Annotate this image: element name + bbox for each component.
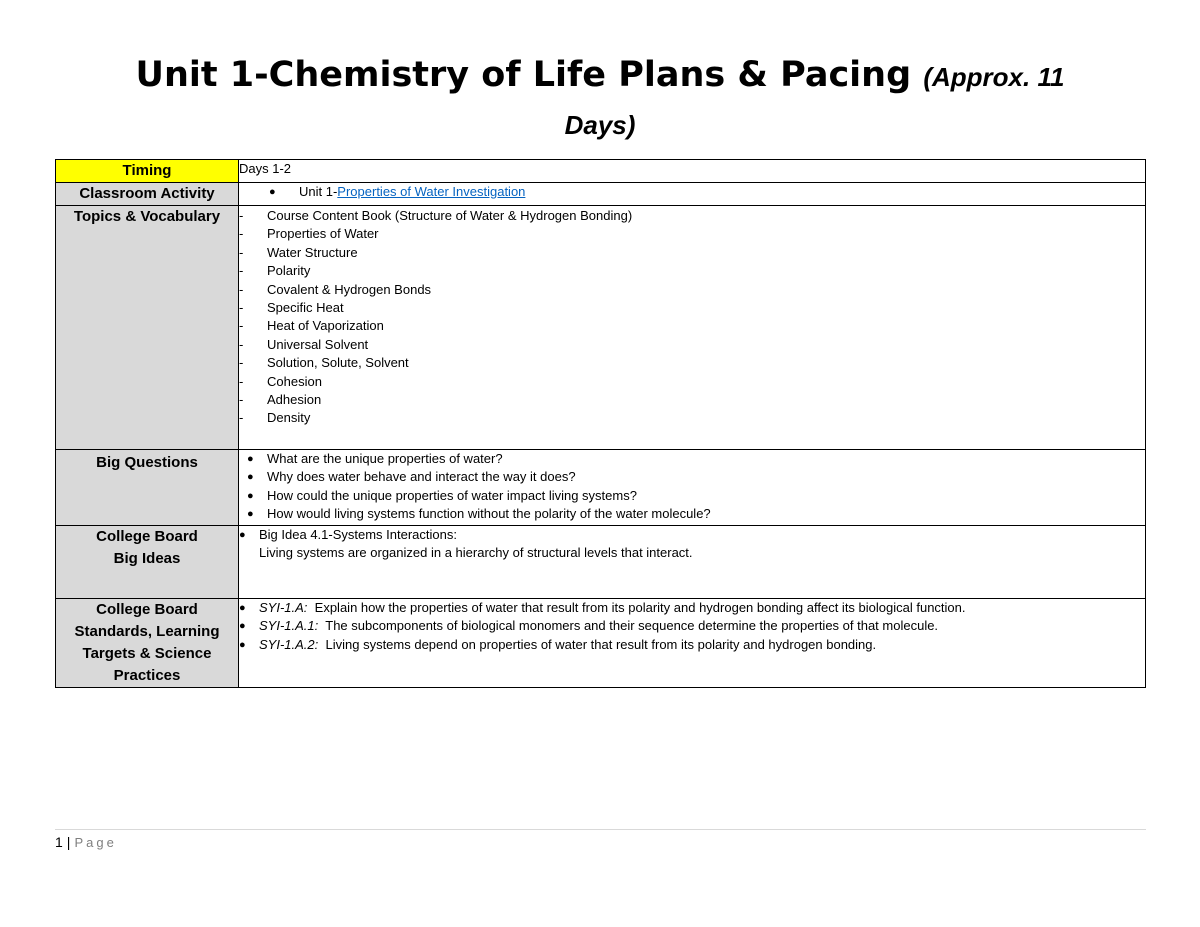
bullet-icon: ● xyxy=(239,529,246,541)
big-ideas-label: College Board Big Ideas xyxy=(56,526,239,599)
questions-list xyxy=(239,450,1146,526)
dash-icon: - xyxy=(239,208,244,223)
table-row-questions xyxy=(56,450,1146,526)
bullet-icon: ● xyxy=(239,620,246,633)
bullet-icon: ● xyxy=(269,186,276,198)
dash-icon: - xyxy=(239,226,244,242)
dash-icon: - xyxy=(239,336,244,352)
page-title xyxy=(55,50,1145,142)
dash-icon: - xyxy=(239,373,244,389)
big-idea-text: Living systems are organized in a hierarchy of structural levels that interact. xyxy=(259,545,693,561)
list-item: ● SYI-1.A: Explain how the properties of water that result from its polarity and hydrogen bonding affect its biological function. xyxy=(231,599,1145,617)
dash-icon: - xyxy=(239,281,244,297)
page-number: 1 xyxy=(55,834,63,850)
footer-divider xyxy=(55,829,1146,830)
timing-value: Days 1-2 xyxy=(239,160,1146,183)
list-item: - Properties of Water xyxy=(239,225,1145,243)
big-ideas-cell xyxy=(239,526,1146,599)
list-item: - Density xyxy=(239,409,1145,427)
table-row-topics xyxy=(56,206,1146,450)
dash-icon: - xyxy=(239,410,244,426)
bullet-icon: ● xyxy=(239,602,246,614)
bullet-icon: ● xyxy=(247,508,254,521)
activity-link[interactable]: Properties of Water Investigation xyxy=(337,184,526,199)
plans-pacing-table xyxy=(55,159,1146,688)
list-item: ● What are the unique properties of water? xyxy=(239,450,1145,468)
list-item: - Heat of Vaporization xyxy=(239,317,1145,335)
topics-list xyxy=(239,206,1146,450)
dash-icon: - xyxy=(239,263,244,279)
list-item: - Specific Heat xyxy=(239,299,1145,317)
footer-separator: | xyxy=(66,834,71,850)
list-item: ● Why does water behave and interact the way it does? xyxy=(239,468,1145,486)
list-item: - Solution, Solute, Solvent xyxy=(239,354,1145,372)
title-approx-days: Days) xyxy=(564,110,636,140)
page-footer xyxy=(55,834,117,850)
dash-icon: - xyxy=(239,300,244,316)
timing-label: Timing xyxy=(56,160,239,183)
dash-icon: - xyxy=(239,318,244,334)
activity-label: Classroom Activity xyxy=(56,183,239,206)
title-approx: (Approx. 11 xyxy=(923,62,1065,92)
list-item: ● How could the unique properties of water impact living systems? xyxy=(239,487,1145,505)
list-item: ● Big Idea 4.1-Systems Interactions: xyxy=(231,526,1145,544)
page-word: Page xyxy=(74,835,117,850)
bullet-icon: ● xyxy=(247,471,254,484)
dash-icon: - xyxy=(239,392,244,408)
activity-prefix: Unit 1- xyxy=(299,184,338,199)
bullet-icon: ● xyxy=(239,638,246,651)
standards-label: College Board Standards, Learning Targets & Science Practices xyxy=(56,599,239,688)
list-item: ● SYI-1.A.1: The subcomponents of biological monomers and their sequence determine the properties of that molecule. xyxy=(231,617,1145,635)
topics-label: Topics & Vocabulary xyxy=(56,206,239,450)
standards-list xyxy=(239,599,1146,688)
list-item: - Adhesion xyxy=(239,391,1145,409)
list-item: - Water Structure xyxy=(239,244,1145,262)
activity-cell xyxy=(239,183,1146,206)
table-row-timing xyxy=(56,160,1146,183)
dash-icon: - xyxy=(239,244,244,260)
questions-label: Big Questions xyxy=(56,450,239,526)
list-item: - Cohesion xyxy=(239,373,1145,391)
title-main: Unit 1-Chemistry of Life Plans & Pacing xyxy=(135,55,912,95)
table-row-standards xyxy=(56,599,1146,688)
list-item: ● How would living systems function without the polarity of the water molecule? xyxy=(239,505,1145,523)
list-item: ● SYI-1.A.2: Living systems depend on properties of water that result from its polarity and hydrogen bonding. xyxy=(231,636,1145,654)
list-item: - Covalent & Hydrogen Bonds xyxy=(239,281,1145,299)
dash-icon: - xyxy=(239,355,244,371)
list-item: - Universal Solvent xyxy=(239,336,1145,354)
list-item: - Polarity xyxy=(239,262,1145,280)
table-row-activity xyxy=(56,183,1146,206)
table-row-big-ideas xyxy=(56,526,1146,599)
bullet-icon: ● xyxy=(247,453,254,465)
bullet-icon: ● xyxy=(247,489,254,502)
list-item: - Course Content Book (Structure of Water & Hydrogen Bonding) xyxy=(239,207,1145,225)
